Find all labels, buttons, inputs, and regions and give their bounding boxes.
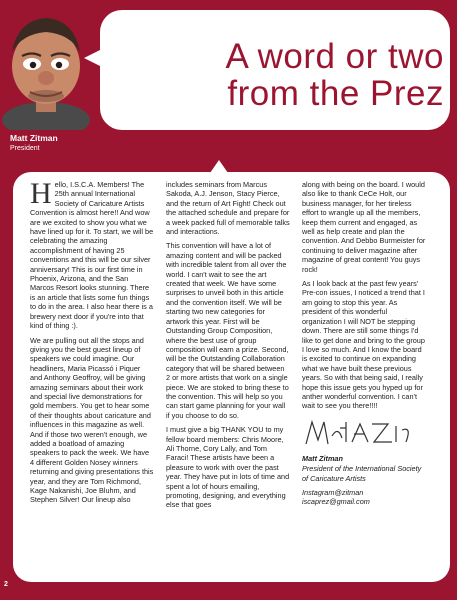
title-line-2: from the Prez: [227, 74, 444, 113]
signoff-title: President of the International Society of Caricature Artists: [302, 464, 422, 483]
article-paragraph: We are pulling out all the stops and giving you the best guest lineup of speakers we could imagine. Our headliners, Maria Picassó i Piquer and Anthony Geoffroy, will be giving amazing seminars about their work and special live demonstrations for gold members. You get to hear some of their thoughts about caricature and influences in this magazine as well. And if those two weren't enough, we added a boatload of amazing speakers to pack the week. We have 4 different Golden Nosey winners returning and giving presentations this year, and they are Tom Richmond, Kage Nakanishi, Joe Bluhm, and Stephen Silver! Our lineup also: [30, 335, 154, 505]
article-bubble-notch: [210, 160, 228, 173]
paragraph-text: ello, I.S.C.A. Members! The 25th annual International Society of Caricature Artists Convention is almost here!! And wow are we excited to show you what we have lined up for it. To start, we will be celebrating the amazing accomplishment of having 25 conventions and this will be our silver anniversary! This is our first time in Phoenix, Arizona, and the San Marcos Resort looks stunning. There is an article that lists some fun things to do in the area. I also hear there is a brewery next door if you're into that kind of thing :).: [30, 180, 154, 331]
article-column-3: [302, 180, 426, 572]
page-title: [108, 38, 444, 112]
title-line-1: A word or two: [225, 37, 444, 76]
article-body: [30, 177, 426, 572]
article-column-2: [166, 180, 290, 572]
article-column-1: [30, 177, 154, 572]
article-paragraph: [30, 177, 154, 331]
author-byline: [10, 133, 100, 153]
signoff-email: iscaprez@gmail.com: [302, 497, 370, 507]
signoff-name: Matt Zitman: [302, 453, 343, 463]
author-role: President: [10, 145, 40, 152]
drop-cap: H: [30, 177, 52, 210]
article-paragraph: This convention will have a lot of amazing content and will be packed with incredible talent from all over the world. I can't wait to see the art created that week. We have some surprises to unveil both in this article and the convention itself. We will be starting two new categories for artwork this year. First will be Outstanding Group Composition, where the best use of group composition will earn a prize. Second, will be the Outstanding Collaboration category that will be shared between 2 or more artists that work on a single piece. We are stoked to bring these to the convention. This will help so you can start game planning for your wall if you choose to do so.: [166, 241, 289, 420]
article-paragraph: As I look back at the past few years' Pre-con issues, I noticed a trend that I am going to stop this year. As president of this wonderful organization I will NOT be stepping down. There are still some things I'd like to get done and bring to the group I love so much. And I know the board is excited to continue on expanding what we have built these previous years. So with that being said, I really hope this issue gets you hyped up for anther wonderful convention. I can't wait to see you there!!!!: [302, 279, 425, 411]
author-name: Matt Zitman: [10, 133, 58, 143]
article-paragraph: along with being on the board. I would also like to thank CeCe Holt, our business manager, for her tireless effort to wrangle up all the members, keep them current and engaged, as well as help create and plan the convention. And Debbo Burmeister for continuing to deliver magazine after magazine of great content! You guys rock!: [302, 180, 426, 274]
author-caricature-portrait: [0, 8, 92, 130]
article-paragraph: I must give a big THANK YOU to my fellow board members: Chris Moore, Ali Thorne, Cory Lally, and Tom Faraci! These artists have been a pleasure to work with over the past year. They have put in lots of time and spent a lot of hours emailing, promoting, designing, and everything else that goes: [166, 425, 290, 510]
signoff-instagram: Instagram@zitman: [302, 487, 364, 497]
article-paragraph: includes seminars from Marcus Sakoda, A.J. Jenson, Stacy Pierce, and the return of Art Fight! Check out the attached schedule and prepare for a week packed full of memorable talks and interactions.: [166, 180, 290, 237]
handwritten-signature: [302, 416, 422, 450]
page-number: 2: [4, 581, 8, 588]
